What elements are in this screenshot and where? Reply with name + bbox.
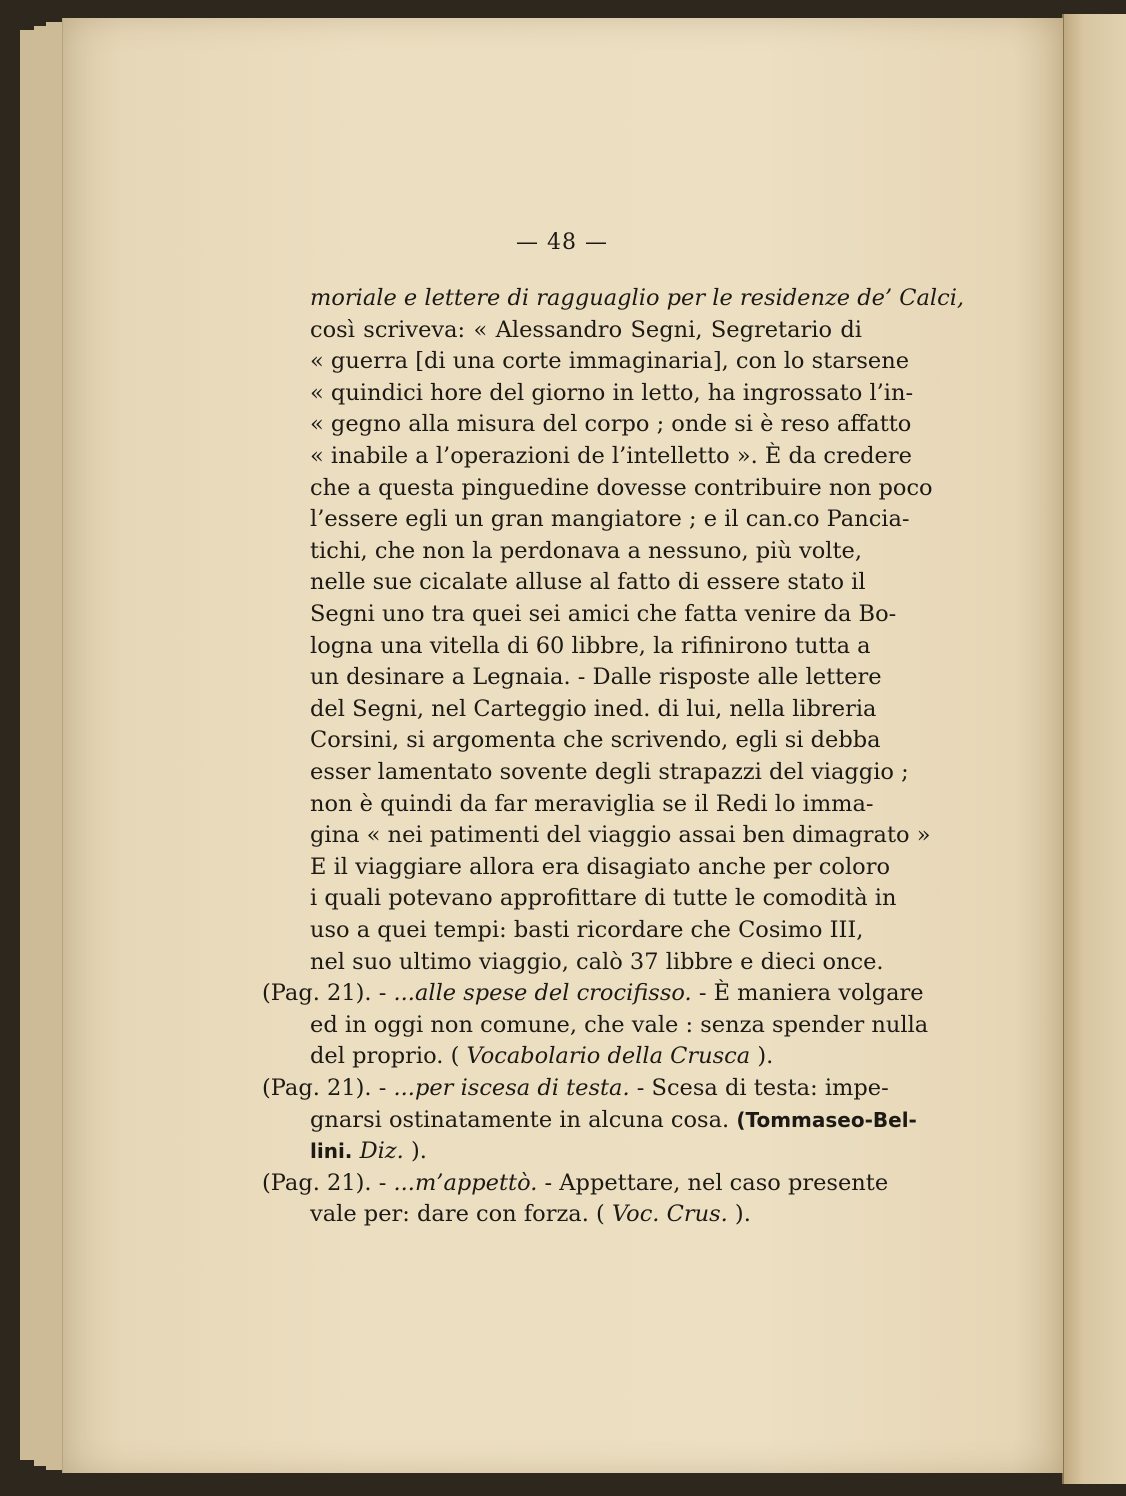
- text-line: moriale e lettere di ragguaglio per le residenze de’ Calci,: [310, 285, 965, 311]
- text-span: - È maniera volgare: [698, 980, 924, 1007]
- text-span: ...per iscesa di testa.: [393, 1075, 630, 1101]
- text-span: ).: [410, 1138, 427, 1165]
- text-line: tichi, che non la perdonava a nessuno, più volte,: [310, 537, 862, 564]
- text-span: (Tommaseo-Bel-: [736, 1107, 917, 1132]
- text-span: (Pag. 21). -: [262, 1075, 387, 1101]
- text-line: nelle sue cicalate alluse al fatto di essere stato il: [310, 569, 866, 596]
- page-edge: [46, 22, 63, 1470]
- text-span: ...alle spese del crocifisso.: [393, 980, 692, 1007]
- text-line: Segni uno tra quei sei amici che fatta venire da Bo-: [310, 601, 897, 627]
- text-span: gnarsi ostinatamente in alcuna cosa.: [310, 1106, 730, 1133]
- facing-page-edge: [1062, 14, 1126, 1484]
- text-line: nel suo ultimo viaggio, calò 37 libbre e dieci once.: [310, 948, 884, 975]
- text-line: così scriveva: « Alessandro Segni, Segretario di: [310, 316, 862, 343]
- text-line: i quali potevano approfittare di tutte le comodità in: [310, 885, 897, 912]
- page-number: — 48 —: [516, 230, 608, 255]
- text-line: un desinare a Legnaia. - Dalle risposte alle lettere: [310, 664, 882, 691]
- note-line: [310, 1199, 862, 1230]
- text-span: Voc. Crus.: [611, 1201, 728, 1228]
- note-line: [310, 1010, 929, 1041]
- text-line: Corsini, si argomenta che scrivendo, egli si debba: [310, 727, 881, 754]
- text-line: « inabile a l’operazioni de l’intelletto ». È da credere: [310, 443, 912, 469]
- text-span: - Appettare, nel caso presente: [544, 1169, 889, 1196]
- text-line: E il viaggiare allora era disagiato anche per coloro: [310, 853, 890, 880]
- note-line: [262, 978, 924, 1009]
- note-line: [310, 1041, 862, 1072]
- text-line: « guerra [di una corte immaginaria], con lo starsene: [310, 348, 910, 375]
- note-line: [310, 1136, 862, 1167]
- text-span: del proprio. (: [310, 1043, 460, 1070]
- text-line: gina « nei patimenti del viaggio assai ben dimagrato »: [310, 822, 931, 849]
- text-span: ...m’appettò.: [393, 1169, 538, 1196]
- note-line: [262, 1168, 889, 1199]
- text-span: Vocabolario della Crusca: [466, 1043, 751, 1070]
- text-span: (Pag. 21). -: [262, 1169, 387, 1196]
- text-span: vale per: dare con forza. (: [310, 1201, 605, 1228]
- text-line: che a questa pinguedine dovesse contribuire non poco: [310, 474, 933, 501]
- text-span: - Scesa di testa: impe-: [636, 1075, 889, 1101]
- page-edge: [20, 30, 35, 1460]
- text-span: Diz.: [359, 1138, 404, 1165]
- text-span: (Pag. 21). -: [262, 980, 387, 1007]
- text-line: esser lamentato sovente degli strapazzi del viaggio ;: [310, 759, 909, 785]
- text-line: uso a quei tempi: basti ricordare che Cosimo III,: [310, 917, 864, 943]
- text-line: « quindici hore del giorno in letto, ha ingrossato l’in-: [310, 379, 914, 406]
- text-span: ).: [757, 1043, 774, 1070]
- text-line: non è quindi da far meraviglia se il Redi lo imma-: [310, 790, 874, 817]
- text-line: « gegno alla misura del corpo ; onde si è reso affatto: [310, 411, 912, 438]
- text-line: del Segni, nel Carteggio ined. di lui, nella libreria: [310, 695, 877, 722]
- text-span: ed in oggi non comune, che vale : senza spender nulla: [310, 1011, 929, 1038]
- text-span: ).: [734, 1201, 751, 1228]
- text-line: l’essere egli un gran mangiatore ; e il can.co Pancia-: [310, 506, 910, 533]
- note-line: [262, 1073, 889, 1104]
- text-span: lini.: [310, 1139, 353, 1164]
- note-line: [310, 1105, 917, 1136]
- text-line: logna una vitella di 60 libbre, la rifinirono tutta a: [310, 632, 871, 659]
